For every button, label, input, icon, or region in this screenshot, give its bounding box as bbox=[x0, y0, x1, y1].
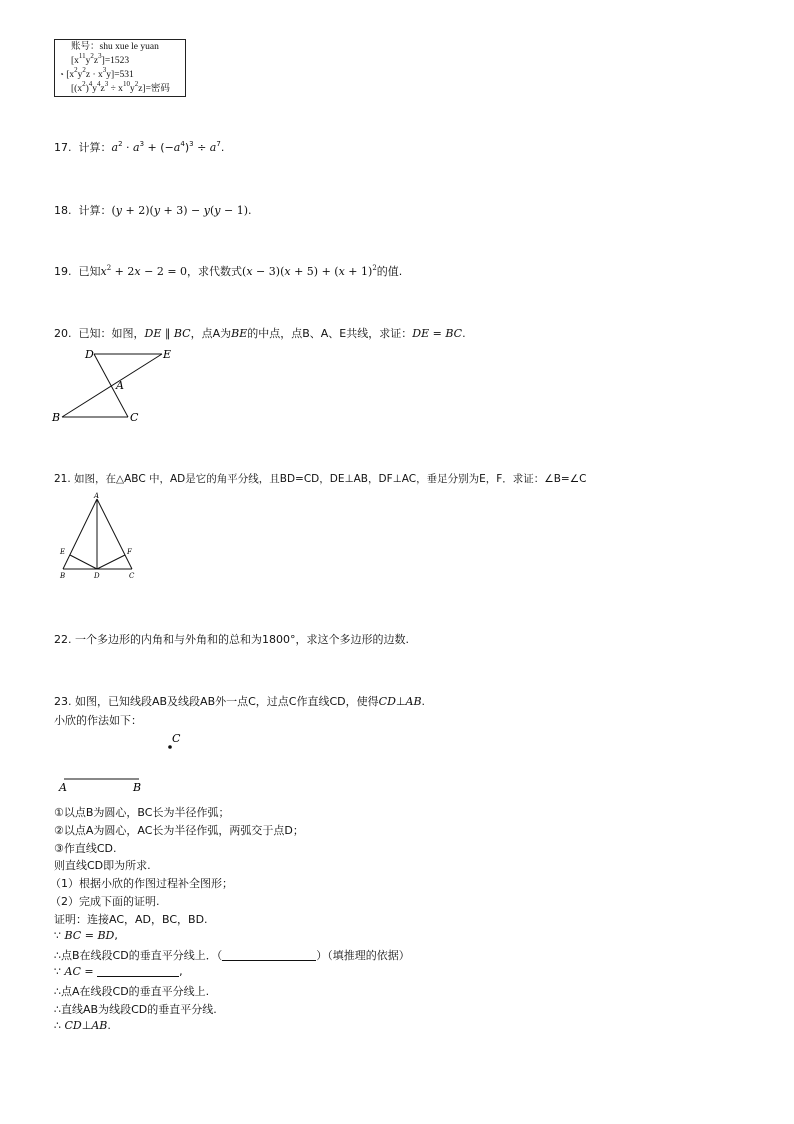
blank-reason[interactable] bbox=[222, 950, 316, 961]
q20-figure bbox=[50, 345, 180, 425]
proof-line-5: ∴直线AB为线段CD的垂直平分线. bbox=[54, 1003, 217, 1016]
q21-figure bbox=[56, 490, 140, 580]
label-a: A bbox=[59, 781, 67, 794]
blank-ac[interactable] bbox=[97, 966, 179, 977]
label-a: A bbox=[94, 492, 100, 500]
conclusion: 则直线CD即为所求. bbox=[54, 859, 151, 872]
question-18: 18. 计算：(y + 2)(y + 3) − y(y − 1). bbox=[54, 204, 252, 217]
proof-line-3: ∵ AC = , bbox=[54, 965, 183, 978]
step-3: ③作直线CD. bbox=[54, 842, 117, 855]
label-e: E bbox=[163, 348, 172, 361]
label-c: C bbox=[129, 572, 135, 580]
segment-ab bbox=[63, 499, 97, 569]
wifi-icon: ◔ bbox=[59, 70, 64, 79]
question-21: 21. 如图，在△ABC 中，AD是它的角平分线，且BD=CD，DE⊥AB，DF⊥AC，垂足分别为E，F．求证：∠B=∠C bbox=[54, 473, 587, 485]
segment-be bbox=[62, 354, 162, 417]
point-c bbox=[168, 745, 172, 749]
step-1: ①以点B为圆心，BC长为半径作弧； bbox=[54, 806, 230, 819]
proof-line-4: ∴点A在线段CD的垂直平分线上. bbox=[54, 985, 210, 998]
label-b: B bbox=[52, 411, 61, 424]
proof-start: 证明：连接AC，AD，BC，BD. bbox=[54, 913, 208, 926]
account-info-box bbox=[54, 39, 186, 97]
segment-ac bbox=[97, 499, 132, 569]
label-c: C bbox=[172, 732, 181, 745]
question-23-intro: 小欣的作法如下： bbox=[54, 714, 142, 727]
question-17: 17. 计算：$a^2 \cdot a^3 + (-a^4)^3 \div a^7$. bbox=[54, 140, 225, 154]
step-2: ②以点A为圆心，AC长为半径作弧，两弧交于点D； bbox=[54, 824, 304, 837]
part-1: （1）根据小欣的作图过程补全图形； bbox=[50, 877, 233, 890]
label-b: B bbox=[133, 781, 142, 794]
formula-line-2: ◔ $[x^2y^2z \cdot x^3y]=531$ bbox=[59, 66, 134, 80]
formula-line-1: $[x^{11}y^2z^3]=1523$ bbox=[71, 51, 130, 66]
question-20: 20. 已知：如图，DE ∥ BC，点A为BE的中点，点B、A、E共线，求证：DE = BC. bbox=[54, 327, 466, 340]
label-e: E bbox=[60, 548, 66, 556]
segment-df bbox=[97, 555, 125, 569]
proof-line-6: ∴ CD⊥AB. bbox=[54, 1019, 111, 1032]
label-a: A bbox=[116, 379, 124, 392]
question-22: 22. 一个多边形的内角和与外角和的总和为1800°，求这个多边形的边数. bbox=[54, 633, 409, 646]
label-d: D bbox=[85, 348, 94, 361]
label-c: C bbox=[130, 411, 139, 424]
question-23-stem: 23. 如图，已知线段AB及线段AB外一点C，过点C作直线CD，使得CD⊥AB. bbox=[54, 695, 426, 708]
segment-de bbox=[70, 555, 97, 569]
label-f: F bbox=[127, 548, 132, 556]
label-b: B bbox=[60, 572, 66, 580]
part-2: （2）完成下面的证明. bbox=[50, 895, 160, 908]
proof-line-2: ∴点B在线段CD的垂直平分线上．（ ）（填推理的依据） bbox=[54, 949, 410, 962]
label-d: D bbox=[94, 572, 100, 580]
q23-figure bbox=[54, 728, 194, 796]
question-19: 19. 已知$x^2 + 2x - 2 = 0$，求代数式$(x - 3)(x + 5) + (x + 1)^2$的值. bbox=[54, 264, 403, 278]
formula-line-3: $[(x^2)^4y^4z^3 \div x^{10}y^2z]=$密码 bbox=[71, 79, 170, 94]
account-line: 账号：shu xue le yuan bbox=[71, 42, 159, 52]
proof-line-1: ∵ BC = BD, bbox=[54, 929, 118, 942]
